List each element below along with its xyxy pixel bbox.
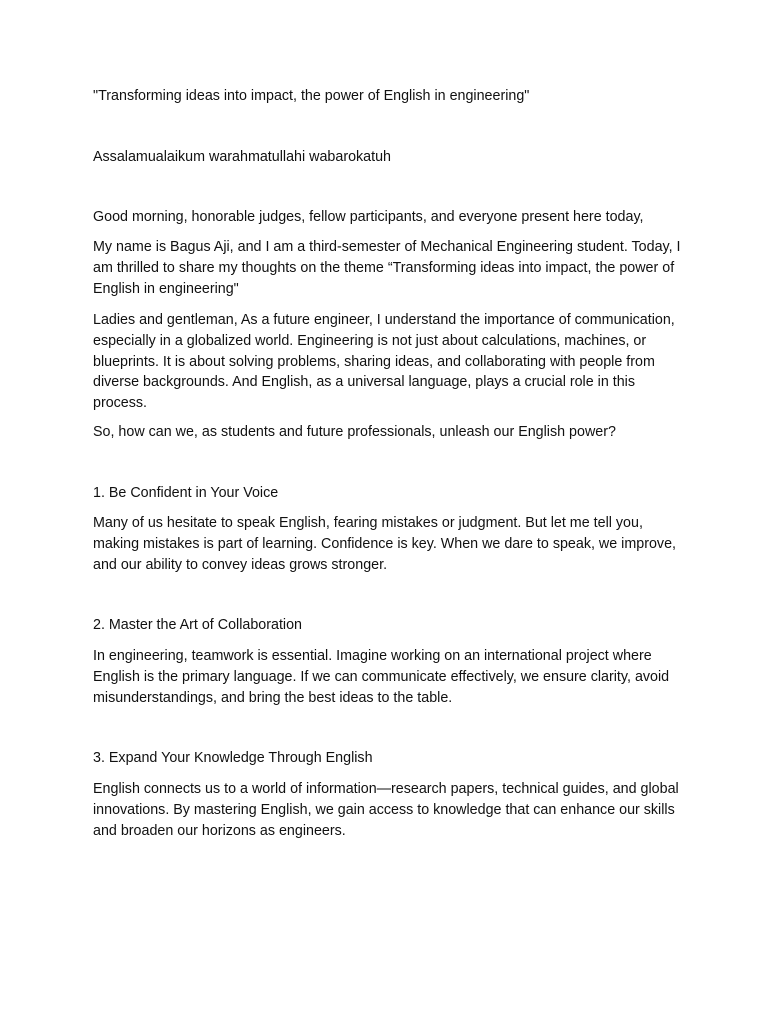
section-body: In engineering, teamwork is essential. Imagine working on an international project where English is the primary language. If we can communicate effectively, we ensure clarity, avoid misunderstandings, and bring the best ideas to the table. <box>93 648 670 706</box>
intro-paragraph: My name is Bagus Aji, and I am a third-semester of Mechanical Engineering student. Today, I am thrilled to share my thoughts on the theme “Transforming ideas into impact, the power of English in engineering" <box>93 239 681 297</box>
document-title: "Transforming ideas into impact, the power of English in engineering" <box>93 88 530 104</box>
salutation: Good morning, honorable judges, fellow participants, and everyone present here today, <box>93 209 644 225</box>
greeting: Assalamualaikum warahmatullahi wabarokatuh <box>93 149 392 165</box>
section-heading: 2. Master the Art of Collaboration <box>93 617 303 633</box>
section-body: Many of us hesitate to speak English, fearing mistakes or judgment. But let me tell you, making mistakes is part of learning. Confidence is key. When we dare to speak, we improve, and our ability to convey ideas grows stronger. <box>93 515 676 573</box>
question-paragraph: So, how can we, as students and future professionals, unleash our English power? <box>93 424 616 440</box>
section-body: English connects us to a world of information—research papers, technical guides, and global innovations. By mastering English, we gain access to knowledge that can enhance our skills and broaden our horizons as engineers. <box>93 781 679 839</box>
section-heading: 1. Be Confident in Your Voice <box>93 485 279 501</box>
section-heading: 3. Expand Your Knowledge Through English <box>93 750 373 766</box>
ladies-paragraph: Ladies and gentleman, As a future engineer, I understand the importance of communication, especially in a globalized world. Engineering is not just about calculations, machines, or blueprints. It is about solving problems, sharing ideas, and collaborating with people from diverse backgrounds. And English, as a universal language, plays a crucial role in this process. <box>93 312 675 412</box>
